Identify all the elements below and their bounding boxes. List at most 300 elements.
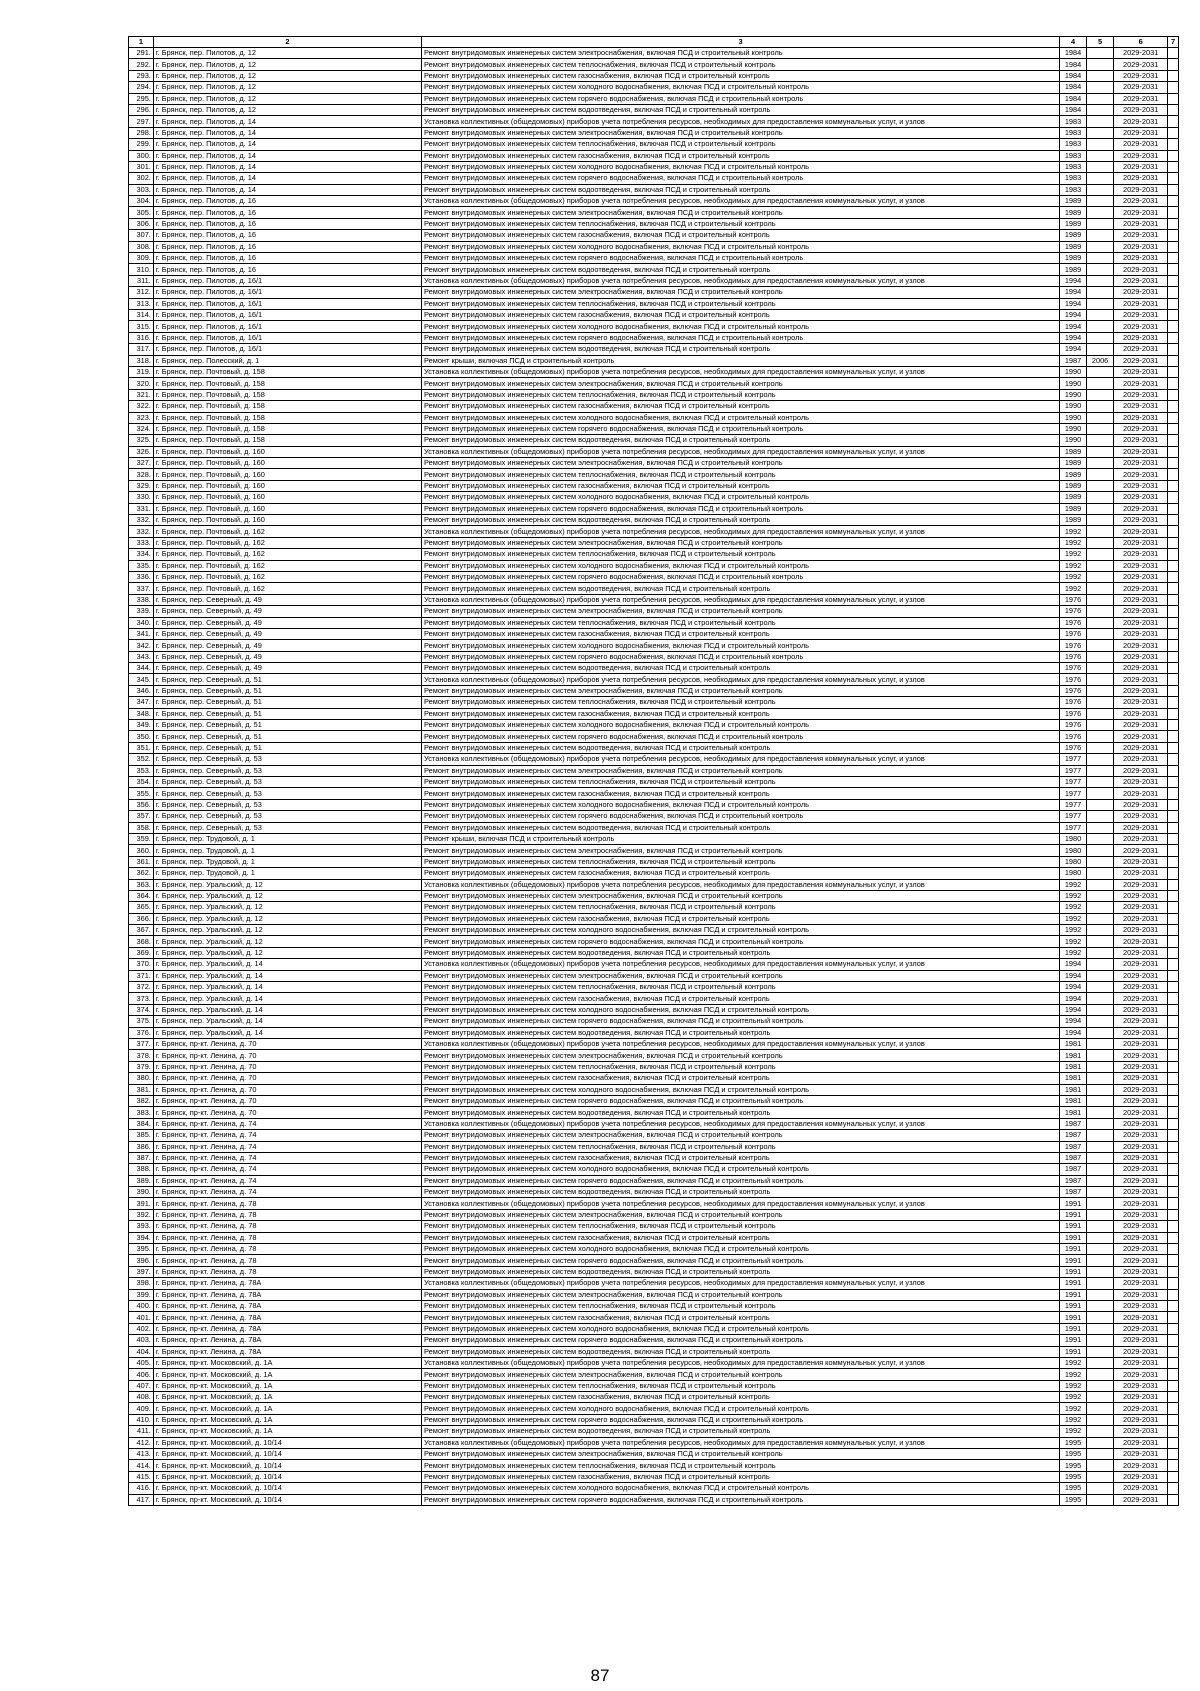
table-row — [129, 378, 1179, 389]
completed-year-cell — [1087, 606, 1114, 617]
extra-cell — [1168, 1232, 1179, 1243]
address-cell: г. Брянск, пер. Почтовый, д. 160 — [153, 446, 421, 457]
period-cell: 2029-2031 — [1114, 947, 1168, 958]
completed-year-cell — [1087, 868, 1114, 879]
year-cell: 1991 — [1060, 1323, 1087, 1334]
period-cell: 2029-2031 — [1114, 685, 1168, 696]
extra-cell — [1168, 1130, 1179, 1141]
work-type-cell: Ремонт внутридомовых инженерных систем горячего водоснабжения, включая ПСД и строительный контроль — [422, 1335, 1060, 1346]
row-number: 349. — [129, 720, 154, 731]
year-cell: 1992 — [1060, 947, 1087, 958]
extra-cell — [1168, 332, 1179, 343]
period-cell: 2029-2031 — [1114, 492, 1168, 503]
work-type-cell: Ремонт внутридомовых инженерных систем теплоснабжения, включая ПСД и строительный контроль — [422, 139, 1060, 150]
year-cell: 1981 — [1060, 1107, 1087, 1118]
year-cell: 1995 — [1060, 1437, 1087, 1448]
period-cell: 2029-2031 — [1114, 571, 1168, 582]
year-cell: 1991 — [1060, 1312, 1087, 1323]
year-cell: 1989 — [1060, 253, 1087, 264]
table-row — [129, 207, 1179, 218]
year-cell: 1980 — [1060, 833, 1087, 844]
period-cell: 2029-2031 — [1114, 503, 1168, 514]
row-number: 377. — [129, 1038, 154, 1049]
period-cell: 2029-2031 — [1114, 799, 1168, 810]
completed-year-cell — [1087, 1050, 1114, 1061]
year-cell: 1984 — [1060, 82, 1087, 93]
period-cell: 2029-2031 — [1114, 1255, 1168, 1266]
work-type-cell: Установка коллективных (общедомовых) приборов учета потребления ресурсов, необходимых для предоставления коммунальных услуг, и узлов — [422, 1038, 1060, 1049]
period-cell: 2029-2031 — [1114, 1494, 1168, 1505]
completed-year-cell — [1087, 982, 1114, 993]
address-cell: г. Брянск, пер. Пилотов, д. 16/1 — [153, 321, 421, 332]
completed-year-cell — [1087, 1221, 1114, 1232]
work-type-cell: Ремонт внутридомовых инженерных систем холодного водоснабжения, включая ПСД и строительный контроль — [422, 925, 1060, 936]
table-row — [129, 446, 1179, 457]
table-row — [129, 264, 1179, 275]
period-cell: 2029-2031 — [1114, 1152, 1168, 1163]
completed-year-cell — [1087, 708, 1114, 719]
address-cell: г. Брянск, пер. Почтовый, д. 162 — [153, 526, 421, 537]
address-cell: г. Брянск, пр-кт. Ленина, д. 70 — [153, 1095, 421, 1106]
period-cell: 2029-2031 — [1114, 560, 1168, 571]
table-row — [129, 1232, 1179, 1243]
extra-cell — [1168, 617, 1179, 628]
work-type-cell: Ремонт внутридомовых инженерных систем теплоснабжения, включая ПСД и строительный контроль — [422, 469, 1060, 480]
extra-cell — [1168, 321, 1179, 332]
row-number: 381. — [129, 1084, 154, 1095]
extra-cell — [1168, 833, 1179, 844]
completed-year-cell — [1087, 1483, 1114, 1494]
extra-cell — [1168, 651, 1179, 662]
row-number: 351. — [129, 742, 154, 753]
completed-year-cell — [1087, 287, 1114, 298]
table-row — [129, 1369, 1179, 1380]
table-row — [129, 879, 1179, 890]
period-cell: 2029-2031 — [1114, 1266, 1168, 1277]
extra-cell — [1168, 1164, 1179, 1175]
extra-cell — [1168, 264, 1179, 275]
work-type-cell: Ремонт внутридомовых инженерных систем газоснабжения, включая ПСД и строительный контроль — [422, 913, 1060, 924]
address-cell: г. Брянск, пр-кт. Ленина, д. 74 — [153, 1175, 421, 1186]
table-row — [129, 1357, 1179, 1368]
year-cell: 1995 — [1060, 1460, 1087, 1471]
year-cell: 1984 — [1060, 59, 1087, 70]
table-row — [129, 731, 1179, 742]
year-cell: 1983 — [1060, 150, 1087, 161]
work-type-cell: Ремонт внутридомовых инженерных систем электроснабжения, включая ПСД и строительный контроль — [422, 1449, 1060, 1460]
table-row — [129, 1061, 1179, 1072]
table-row — [129, 651, 1179, 662]
completed-year-cell — [1087, 1232, 1114, 1243]
table-row — [129, 503, 1179, 514]
row-number: 347. — [129, 697, 154, 708]
completed-year-cell — [1087, 264, 1114, 275]
year-cell: 1992 — [1060, 1392, 1087, 1403]
table-row — [129, 401, 1179, 412]
work-type-cell: Установка коллективных (общедомовых) приборов учета потребления ресурсов, необходимых для предоставления коммунальных услуг, и узлов — [422, 594, 1060, 605]
extra-cell — [1168, 799, 1179, 810]
extra-cell — [1168, 868, 1179, 879]
table-row — [129, 856, 1179, 867]
table-row — [129, 1437, 1179, 1448]
row-number: 330. — [129, 492, 154, 503]
period-cell: 2029-2031 — [1114, 1175, 1168, 1186]
year-cell: 1992 — [1060, 549, 1087, 560]
completed-year-cell — [1087, 856, 1114, 867]
work-type-cell: Ремонт внутридомовых инженерных систем водоотведения, включая ПСД и строительный контроль — [422, 264, 1060, 275]
extra-cell — [1168, 731, 1179, 742]
work-type-cell: Ремонт внутридомовых инженерных систем водоотведения, включая ПСД и строительный контроль — [422, 742, 1060, 753]
table-row — [129, 628, 1179, 639]
year-cell: 1994 — [1060, 332, 1087, 343]
table-row — [129, 469, 1179, 480]
row-number: 301. — [129, 161, 154, 172]
period-cell: 2029-2031 — [1114, 1483, 1168, 1494]
row-number: 362. — [129, 868, 154, 879]
address-cell: г. Брянск, пер. Пилотов, д. 12 — [153, 59, 421, 70]
completed-year-cell — [1087, 777, 1114, 788]
row-number: 296. — [129, 104, 154, 115]
row-number: 372. — [129, 982, 154, 993]
address-cell: г. Брянск, пер. Северный, д. 49 — [153, 663, 421, 674]
table-row — [129, 1209, 1179, 1220]
period-cell: 2029-2031 — [1114, 1244, 1168, 1255]
table-row — [129, 412, 1179, 423]
address-cell: г. Брянск, пр-кт. Ленина, д. 74 — [153, 1118, 421, 1129]
extra-cell — [1168, 685, 1179, 696]
year-cell: 1992 — [1060, 571, 1087, 582]
address-cell: г. Брянск, пр-кт. Ленина, д. 70 — [153, 1050, 421, 1061]
work-type-cell: Ремонт внутридомовых инженерных систем теплоснабжения, включая ПСД и строительный контроль — [422, 1141, 1060, 1152]
period-cell: 2029-2031 — [1114, 833, 1168, 844]
completed-year-cell — [1087, 845, 1114, 856]
extra-cell — [1168, 309, 1179, 320]
row-number: 370. — [129, 959, 154, 970]
extra-cell — [1168, 583, 1179, 594]
completed-year-cell — [1087, 59, 1114, 70]
completed-year-cell — [1087, 104, 1114, 115]
year-cell: 1983 — [1060, 184, 1087, 195]
table-row — [129, 1152, 1179, 1163]
address-cell: г. Брянск, пер. Уральский, д. 12 — [153, 879, 421, 890]
period-cell: 2029-2031 — [1114, 93, 1168, 104]
extra-cell — [1168, 606, 1179, 617]
work-type-cell: Ремонт крыши, включая ПСД и строительный контроль — [422, 833, 1060, 844]
completed-year-cell — [1087, 492, 1114, 503]
address-cell: г. Брянск, пер. Северный, д. 53 — [153, 765, 421, 776]
work-type-cell: Ремонт внутридомовых инженерных систем холодного водоснабжения, включая ПСД и строительный контроль — [422, 412, 1060, 423]
table-row — [129, 139, 1179, 150]
row-number: 314. — [129, 309, 154, 320]
row-number: 386. — [129, 1141, 154, 1152]
year-cell: 1994 — [1060, 959, 1087, 970]
work-type-cell: Ремонт внутридомовых инженерных систем электроснабжения, включая ПСД и строительный контроль — [422, 685, 1060, 696]
completed-year-cell — [1087, 401, 1114, 412]
table-row — [129, 913, 1179, 924]
period-cell: 2029-2031 — [1114, 1380, 1168, 1391]
address-cell: г. Брянск, пер. Пилотов, д. 16 — [153, 264, 421, 275]
table-row — [129, 1016, 1179, 1027]
year-cell: 1990 — [1060, 423, 1087, 434]
period-cell: 2029-2031 — [1114, 104, 1168, 115]
period-cell: 2029-2031 — [1114, 1346, 1168, 1357]
extra-cell — [1168, 480, 1179, 491]
extra-cell — [1168, 1426, 1179, 1437]
work-type-cell: Установка коллективных (общедомовых) приборов учета потребления ресурсов, необходимых для предоставления коммунальных услуг, и узлов — [422, 1357, 1060, 1368]
extra-cell — [1168, 287, 1179, 298]
period-cell: 2029-2031 — [1114, 628, 1168, 639]
row-number: 320. — [129, 378, 154, 389]
address-cell: г. Брянск, пр-кт. Ленина, д. 70 — [153, 1107, 421, 1118]
year-cell: 1976 — [1060, 674, 1087, 685]
extra-cell — [1168, 970, 1179, 981]
address-cell: г. Брянск, пр-кт. Ленина, д. 78 — [153, 1198, 421, 1209]
row-number: 409. — [129, 1403, 154, 1414]
year-cell: 1990 — [1060, 366, 1087, 377]
row-number: 298. — [129, 127, 154, 138]
extra-cell — [1168, 207, 1179, 218]
header-col-4: 4 — [1060, 37, 1087, 48]
row-number: 342. — [129, 640, 154, 651]
period-cell: 2029-2031 — [1114, 936, 1168, 947]
address-cell: г. Брянск, пр-кт. Ленина, д. 70 — [153, 1073, 421, 1084]
table-row — [129, 868, 1179, 879]
year-cell: 1994 — [1060, 970, 1087, 981]
completed-year-cell — [1087, 799, 1114, 810]
extra-cell — [1168, 378, 1179, 389]
year-cell: 1976 — [1060, 731, 1087, 742]
year-cell: 1976 — [1060, 651, 1087, 662]
completed-year-cell — [1087, 1107, 1114, 1118]
period-cell: 2029-2031 — [1114, 321, 1168, 332]
row-number: 299. — [129, 139, 154, 150]
completed-year-cell — [1087, 890, 1114, 901]
period-cell: 2029-2031 — [1114, 1460, 1168, 1471]
extra-cell — [1168, 845, 1179, 856]
period-cell: 2029-2031 — [1114, 389, 1168, 400]
table-row — [129, 993, 1179, 1004]
year-cell: 1983 — [1060, 116, 1087, 127]
row-number: 368. — [129, 936, 154, 947]
extra-cell — [1168, 116, 1179, 127]
period-cell: 2029-2031 — [1114, 515, 1168, 526]
extra-cell — [1168, 902, 1179, 913]
period-cell: 2029-2031 — [1114, 1403, 1168, 1414]
year-cell: 1990 — [1060, 389, 1087, 400]
completed-year-cell — [1087, 1164, 1114, 1175]
extra-cell — [1168, 777, 1179, 788]
year-cell: 1989 — [1060, 480, 1087, 491]
extra-cell — [1168, 1357, 1179, 1368]
period-cell: 2029-2031 — [1114, 1312, 1168, 1323]
extra-cell — [1168, 1027, 1179, 1038]
year-cell: 1991 — [1060, 1335, 1087, 1346]
table-row — [129, 116, 1179, 127]
table-row — [129, 48, 1179, 59]
work-type-cell: Ремонт внутридомовых инженерных систем холодного водоснабжения, включая ПСД и строительный контроль — [422, 82, 1060, 93]
row-number: 305. — [129, 207, 154, 218]
work-type-cell: Ремонт внутридомовых инженерных систем горячего водоснабжения, включая ПСД и строительный контроль — [422, 1494, 1060, 1505]
completed-year-cell — [1087, 1437, 1114, 1448]
address-cell: г. Брянск, пер. Трудовой, д. 1 — [153, 845, 421, 856]
completed-year-cell — [1087, 184, 1114, 195]
year-cell: 1987 — [1060, 1164, 1087, 1175]
period-cell: 2029-2031 — [1114, 412, 1168, 423]
table-row — [129, 355, 1179, 366]
address-cell: г. Брянск, пер. Северный, д. 49 — [153, 617, 421, 628]
year-cell: 1987 — [1060, 1175, 1087, 1186]
period-cell: 2029-2031 — [1114, 1426, 1168, 1437]
year-cell: 1994 — [1060, 1027, 1087, 1038]
table-row — [129, 1300, 1179, 1311]
address-cell: г. Брянск, пер. Северный, д. 53 — [153, 777, 421, 788]
period-cell: 2029-2031 — [1114, 982, 1168, 993]
year-cell: 1976 — [1060, 640, 1087, 651]
completed-year-cell — [1087, 1130, 1114, 1141]
row-number: 394. — [129, 1232, 154, 1243]
table-row — [129, 230, 1179, 241]
completed-year-cell — [1087, 446, 1114, 457]
table-row — [129, 287, 1179, 298]
completed-year-cell — [1087, 423, 1114, 434]
address-cell: г. Брянск, пр-кт. Московский, д. 1А — [153, 1357, 421, 1368]
period-cell: 2029-2031 — [1114, 287, 1168, 298]
completed-year-cell — [1087, 344, 1114, 355]
work-type-cell: Ремонт внутридомовых инженерных систем газоснабжения, включая ПСД и строительный контроль — [422, 1392, 1060, 1403]
work-type-cell: Ремонт внутридомовых инженерных систем теплоснабжения, включая ПСД и строительный контроль — [422, 389, 1060, 400]
period-cell: 2029-2031 — [1114, 537, 1168, 548]
work-type-cell: Ремонт внутридомовых инженерных систем теплоснабжения, включая ПСД и строительный контроль — [422, 1061, 1060, 1072]
completed-year-cell — [1087, 378, 1114, 389]
address-cell: г. Брянск, пер. Северный, д. 53 — [153, 822, 421, 833]
work-type-cell: Ремонт внутридомовых инженерных систем электроснабжения, включая ПСД и строительный контроль — [422, 606, 1060, 617]
completed-year-cell — [1087, 663, 1114, 674]
extra-cell — [1168, 1312, 1179, 1323]
address-cell: г. Брянск, пр-кт. Ленина, д. 78 — [153, 1255, 421, 1266]
address-cell: г. Брянск, пр-кт. Ленина, д. 78 — [153, 1221, 421, 1232]
table-row — [129, 1449, 1179, 1460]
period-cell: 2029-2031 — [1114, 1449, 1168, 1460]
year-cell: 1976 — [1060, 742, 1087, 753]
period-cell: 2029-2031 — [1114, 674, 1168, 685]
row-number: 350. — [129, 731, 154, 742]
period-cell: 2029-2031 — [1114, 993, 1168, 1004]
extra-cell — [1168, 822, 1179, 833]
completed-year-cell — [1087, 435, 1114, 446]
year-cell: 1983 — [1060, 127, 1087, 138]
work-type-cell: Ремонт внутридомовых инженерных систем водоотведения, включая ПСД и строительный контроль — [422, 822, 1060, 833]
extra-cell — [1168, 70, 1179, 81]
address-cell: г. Брянск, пер. Почтовый, д. 160 — [153, 503, 421, 514]
row-number: 404. — [129, 1346, 154, 1357]
completed-year-cell — [1087, 1209, 1114, 1220]
address-cell: г. Брянск, пер. Уральский, д. 14 — [153, 970, 421, 981]
row-number: 318. — [129, 355, 154, 366]
work-type-cell: Ремонт внутридомовых инженерных систем газоснабжения, включая ПСД и строительный контроль — [422, 788, 1060, 799]
address-cell: г. Брянск, пер. Пилотов, д. 14 — [153, 127, 421, 138]
address-cell: г. Брянск, пер. Уральский, д. 14 — [153, 1004, 421, 1015]
address-cell: г. Брянск, пр-кт. Московский, д. 1А — [153, 1380, 421, 1391]
completed-year-cell — [1087, 1335, 1114, 1346]
year-cell: 1987 — [1060, 1141, 1087, 1152]
work-type-cell: Ремонт внутридомовых инженерных систем холодного водоснабжения, включая ПСД и строительный контроль — [422, 1164, 1060, 1175]
work-type-cell: Ремонт внутридомовых инженерных систем газоснабжения, включая ПСД и строительный контроль — [422, 868, 1060, 879]
table-row — [129, 1323, 1179, 1334]
work-type-cell: Ремонт внутридомовых инженерных систем электроснабжения, включая ПСД и строительный контроль — [422, 765, 1060, 776]
address-cell: г. Брянск, пер. Почтовый, д. 158 — [153, 366, 421, 377]
completed-year-cell — [1087, 674, 1114, 685]
year-cell: 1981 — [1060, 1073, 1087, 1084]
address-cell: г. Брянск, пр-кт. Московский, д. 1А — [153, 1426, 421, 1437]
period-cell: 2029-2031 — [1114, 1050, 1168, 1061]
row-number: 367. — [129, 925, 154, 936]
period-cell: 2029-2031 — [1114, 1061, 1168, 1072]
period-cell: 2029-2031 — [1114, 458, 1168, 469]
extra-cell — [1168, 1050, 1179, 1061]
year-cell: 1976 — [1060, 628, 1087, 639]
work-type-cell: Ремонт внутридомовых инженерных систем холодного водоснабжения, включая ПСД и строительный контроль — [422, 1403, 1060, 1414]
row-number: 336. — [129, 571, 154, 582]
period-cell: 2029-2031 — [1114, 1016, 1168, 1027]
work-type-cell: Ремонт внутридомовых инженерных систем газоснабжения, включая ПСД и строительный контроль — [422, 628, 1060, 639]
work-type-cell: Ремонт внутридомовых инженерных систем холодного водоснабжения, включая ПСД и строительный контроль — [422, 1004, 1060, 1015]
year-cell: 1990 — [1060, 412, 1087, 423]
address-cell: г. Брянск, пер. Уральский, д. 14 — [153, 993, 421, 1004]
row-number: 328. — [129, 469, 154, 480]
year-cell: 1977 — [1060, 799, 1087, 810]
address-cell: г. Брянск, пер. Северный, д. 49 — [153, 628, 421, 639]
work-type-cell: Ремонт внутридомовых инженерных систем теплоснабжения, включая ПСД и строительный контроль — [422, 1221, 1060, 1232]
period-cell: 2029-2031 — [1114, 549, 1168, 560]
table-row — [129, 765, 1179, 776]
row-number: 380. — [129, 1073, 154, 1084]
extra-cell — [1168, 1038, 1179, 1049]
table-row — [129, 275, 1179, 286]
address-cell: г. Брянск, пер. Уральский, д. 14 — [153, 1016, 421, 1027]
work-type-cell: Ремонт внутридомовых инженерных систем газоснабжения, включая ПСД и строительный контроль — [422, 480, 1060, 491]
row-number: 379. — [129, 1061, 154, 1072]
extra-cell — [1168, 59, 1179, 70]
period-cell: 2029-2031 — [1114, 480, 1168, 491]
work-type-cell: Ремонт внутридомовых инженерных систем горячего водоснабжения, включая ПСД и строительный контроль — [422, 811, 1060, 822]
address-cell: г. Брянск, пр-кт. Ленина, д. 78А — [153, 1346, 421, 1357]
table-row — [129, 1038, 1179, 1049]
completed-year-cell — [1087, 640, 1114, 651]
work-type-cell: Ремонт внутридомовых инженерных систем горячего водоснабжения, включая ПСД и строительный контроль — [422, 571, 1060, 582]
address-cell: г. Брянск, пер. Пилотов, д. 14 — [153, 150, 421, 161]
table-row — [129, 1392, 1179, 1403]
row-number: 332. — [129, 526, 154, 537]
period-cell: 2029-2031 — [1114, 275, 1168, 286]
work-type-cell: Ремонт внутридомовых инженерных систем горячего водоснабжения, включая ПСД и строительный контроль — [422, 253, 1060, 264]
completed-year-cell — [1087, 1141, 1114, 1152]
period-cell: 2029-2031 — [1114, 355, 1168, 366]
completed-year-cell — [1087, 833, 1114, 844]
table-row — [129, 332, 1179, 343]
completed-year-cell — [1087, 1278, 1114, 1289]
period-cell: 2029-2031 — [1114, 1392, 1168, 1403]
row-number: 396. — [129, 1255, 154, 1266]
row-number: 352. — [129, 754, 154, 765]
completed-year-cell — [1087, 537, 1114, 548]
extra-cell — [1168, 161, 1179, 172]
address-cell: г. Брянск, пр-кт. Московский, д. 10/14 — [153, 1449, 421, 1460]
extra-cell — [1168, 401, 1179, 412]
row-number: 376. — [129, 1027, 154, 1038]
row-number: 410. — [129, 1414, 154, 1425]
row-number: 371. — [129, 970, 154, 981]
year-cell: 1976 — [1060, 720, 1087, 731]
